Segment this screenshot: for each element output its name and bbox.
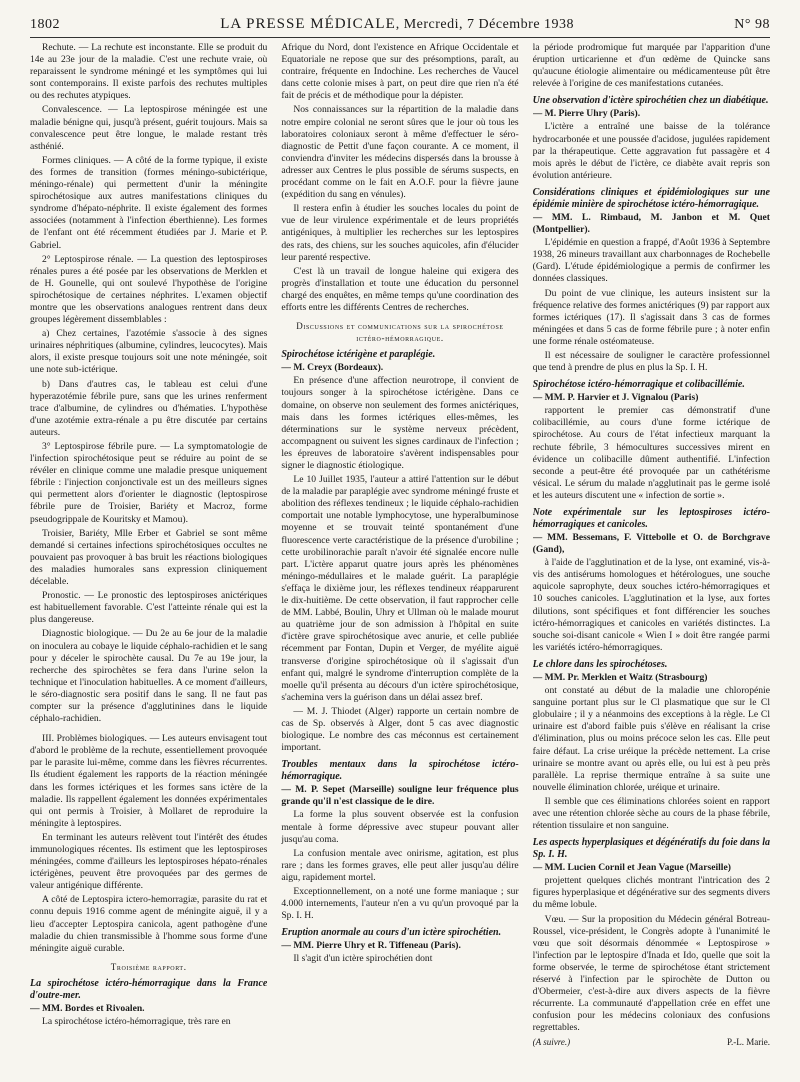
paragraph: Pronostic. — Le pronostic des leptospiroses anictériques est habituellement favorable. C'est l'atteinte rénale qui est la plus dangereuse. bbox=[30, 590, 268, 626]
article-heading: Eruption anormale au cours d'un ictère spirochétien. bbox=[281, 927, 502, 939]
article-heading: Spirochétose ictéro-hémorragique et colibacillémie. bbox=[532, 379, 745, 391]
paragraph: Il restera enfin à étudier les souches locales du point de vue de leur virulence expérimentale et de leurs propriétés antigéniques, à multiplier les recherches sur les leptospires des rats, des chiens, sur les souches aquicoles, afin d'élucider leur parenté respective. bbox=[281, 203, 519, 263]
paragraph: ont constaté au début de la maladie une chloropénie sanguine portant plus sur le Cl plasmatique que sur le Cl globulaire ; il y a néanmoins des exceptions à la règle. Le Cl urinaire est d'abord faible puis s'élève en réalisant la crise d'élimination, plus ou moins précoce selon les cas. Elle peut faire défaut. La crise uréique la précède nettement. La crise urinaire se montre avant ou après elle, ou lui est à peu près parallèle. La reprise thermique entraîne à sa suite une nouvelle élimination chlorée, uréique et urinaire. bbox=[532, 685, 770, 793]
article-authors: — M. Creyx (Bordeaux). bbox=[281, 362, 384, 374]
paragraph: L'ictère a entraîné une baisse de la tolérance hydrocarbonée et une poussée d'acidose, jugulées rapidement par la thérapeutique. Cette aggravation fut passagère et 4 mois après le début de l'ictère, ce diabète avait repris son évolution antérieure. bbox=[532, 121, 770, 181]
page-number: 1802 bbox=[30, 17, 60, 32]
page-header bbox=[30, 16, 770, 36]
paragraph: — M. J. Thiodet (Alger) rapporte un certain nombre de cas de Sp. observés à Alger, dont 5 cas avec diagnostic biologique. Le nombre des cas méconnus est certainement important. bbox=[281, 705, 519, 754]
article-heading: Les aspects hyperplasiques et dégénératifs du foie dans la Sp. I. H. bbox=[532, 837, 770, 861]
paragraph: Il est nécessaire de souligner le caractère professionnel que tend à prendre de plus en plus la Sp. I. H. bbox=[532, 349, 770, 374]
section-heading: Discussions et communications sur la spirochétose ictéro-hémorragique. bbox=[296, 321, 504, 344]
article-authors: — MM. Pierre Uhry et R. Tiffeneau (Paris). bbox=[281, 940, 461, 952]
paragraph: a) Chez certaines, l'azotémie s'associe à des signes urinaires néphritiques (albumine, cylindres, leucocytes). Mais alors, il existe presque toujours soit une note méningée, soit une note sub-ictérique. bbox=[30, 328, 268, 376]
paragraph: projettent quelques clichés montrant l'intrication des 2 figures hyperplasique et dégénérative sur des segments divers du même lobule. bbox=[532, 875, 770, 911]
column-right bbox=[533, 42, 770, 1056]
article-authors: — MM. Bordes et Rivoalen. bbox=[30, 1002, 145, 1014]
article-heading: Spirochétose ictérigène et paraplégie. bbox=[281, 349, 436, 361]
article-authors: — MM. Pr. Merklen et Waitz (Strasbourg) bbox=[532, 671, 708, 683]
publication-title: LA PRESSE MÉDICALE bbox=[220, 16, 396, 32]
article-heading: Note expérimentale sur les leptospiroses ictéro-hémorragiques et canicoles. bbox=[532, 507, 770, 530]
paragraph: Vœu. — Sur la proposition du Médecin général Botreau-Roussel, vice-président, le Congrès adopte à l'unanimité le vœu que soit désormais dénommée « Leptospirose » l'infection par le leptospire d'Inada et Ido, quelle que soit la forme observée, le terme de spirochétose étant strictement réservé à l'infection par le spirochète de Dutton ou d'Obermeier, c'est-à-dire aux divers aspects de la fièvre récurrente. La communauté d'appellation crée en effet une confusion pour les médecins coloniaux des confusions regrettables. bbox=[532, 913, 770, 1034]
paragraph: Diagnostic biologique. — Du 2e au 6e jour de la maladie on inoculera au cobaye le liquide céphalo-rachidien et le sang pour y déceler le spirochète causal. Du 7e au 19e jour, la recherche des spirochètes se fera dans l'urine selon la technique et l'inoculation habituelles. A ce moment d'ailleurs, le séro-diagnostic sera positif dans le sang. Il ne faut pas compter sur la présence d'agglutinines dans le liquide céphalo-rachidien. bbox=[30, 628, 268, 725]
paragraph: La confusion mentale avec onirisme, agitation, est plus rare ; dans les formes graves, elle peut aller jusqu'au délire aigu, rapidement mortel. bbox=[281, 847, 519, 883]
paragraph: 3° Leptospirose fébrile pure. — La symptomatologie de l'infection spirochétosique peut se réduire au point de se révéler en clinique comme une maladie presque uniquement fébrile : l'injection conjonctivale est un des meilleurs signes qui permettent alors d'orienter le diagnostic (leptospirose fébrile pure de Troisier, Bariéty et Macroz, forme pseudogrippale de Kouritsky et Mamou). bbox=[30, 441, 268, 525]
paragraph: b) Dans d'autres cas, le tableau est celui d'une hyperazotémie fébrile pure, sans que les urines renferment trace d'albumine, de cylindres ou d'hématies. L'hypothèse d'une azotémie extra-rénale a pu être discutée par certains auteurs. bbox=[30, 378, 268, 438]
author-signature: P.-L. Marie. bbox=[726, 1037, 770, 1048]
section-heading: Troisième rapport. bbox=[110, 961, 187, 972]
issue-number: N° 98 bbox=[734, 17, 770, 32]
paragraph: Il semble que ces éliminations chlorées soient en rapport avec une rétention chlorée sèche au cours de la phase fébrile, rétention tissulaire et non sanguine. bbox=[532, 795, 770, 832]
article-authors: — MM. L. Rimbaud, M. Janbon et M. Quet (Montpellier). bbox=[532, 211, 770, 236]
paragraph: Convalescence. — La leptospirose méningée est une maladie bénigne qui, jusqu'à présent, guérit toujours. Mais sa convalescence peut être longue, le malade restant très asthénié. bbox=[30, 104, 268, 152]
paragraph: La forme la plus souvent observée est la confusion mentale à forme dépressive avec stupeur pouvant aller jusqu'au coma. bbox=[281, 809, 519, 845]
article-heading: Troubles mentaux dans la spirochétose ictéro-hémorragique. bbox=[281, 759, 519, 783]
paragraph: Troisier, Bariéty, Mlle Erber et Gabriel se sont même demandé si certaines infections spirochétosiques occultes ne pouvaient pas provoquer à bas bruit les réactions biologiques des maladies humorales sans expression cliniquement décelable. bbox=[30, 527, 268, 588]
article-authors: — M. P. Sepet (Marseille) souligne leur fréquence plus grande qu'il n'est classique de le dire. bbox=[281, 784, 519, 808]
paragraph: Du point de vue clinique, les auteurs insistent sur la fréquence relative des formes anictériques (9) par rapport aux formes ictériques (17). Il s'agissait dans 3 cas de formes méningées et dans 5 cas de forme fébrile pure ; à noter enfin une forme rénale ostéomateuse. bbox=[532, 287, 770, 347]
paragraph: En présence d'une affection neurotrope, il convient de toujours songer à la spirochétose ictérigène. Dans ce domaine, on observe non seulement des formes anictériques, mais dans les formes ictériques elles-mêmes, les déterminations sur le système nerveux précèdent, accompagnent ou suivent les signes cardinaux de l'infection ; les épreuves de laboratoire s'avèrent indispensables pour signer le diagnostic étiologique. bbox=[281, 375, 519, 471]
header-rule bbox=[30, 37, 770, 38]
article-authors: — MM. Lucien Cornil et Jean Vague (Marseille) bbox=[532, 862, 731, 874]
paragraph: Il s'agit d'un ictère spirochétien dont bbox=[293, 953, 433, 965]
continued-note: (A suivre.) bbox=[532, 1037, 571, 1048]
paragraph: Rechute. — La rechute est inconstante. Elle se produit du 14e au 23e jour de la maladie. C'est une rechute vraie, où reparaissent le syndrome méningé et les symptômes qui lui sont contemporains. Il existe parfois des rechutes multiples ou des rechutes atypiques. bbox=[30, 42, 268, 102]
paragraph: la période prodromique fut marquée par l'apparition d'une éruption urticarienne et d'un œdème de Quincke sans qu'aucune étiologie alimentaire ou médicamenteuse pût être relevée à l'origine de ces manifestations cutanées. bbox=[532, 42, 770, 90]
article-authors: — MM. Bessemans, F. Vittebolle et O. de Borchgrave (Gand), bbox=[532, 532, 770, 556]
paragraph: 2° Leptospirose rénale. — La question des leptospiroses rénales pures a été posée par les observations de Merklen et de H. Gounelle, qui ont soulevé l'hypothèse de l'origine spirochétosique de certaines néphrites. L'examen objectif montre que les observations analogues rentrent dans deux groupes légèrement dissemblables : bbox=[30, 253, 268, 326]
article-authors: — MM. P. Harvier et J. Vignalou (Paris) bbox=[532, 392, 699, 404]
paragraph: Formes cliniques. — A côté de la forme typique, il existe des formes de transition (formes méningo-subictérique, méningo-rénale) qui permettent d'unir la méningite spirochétosique aux autres manifestations cliniques du syndrome d'hépato-néphrite. Il existe également des formes associées (notamment à l'infection éberthienne). Les formes de l'enfant ont été récemment étudiées par J. Marie et P. Gabriel. bbox=[30, 154, 268, 251]
article-heading: La spirochétose ictéro-hémorragique dans la France d'outre-mer. bbox=[30, 977, 268, 1001]
article-footer bbox=[533, 1036, 770, 1048]
article-heading: Considérations cliniques et épidémiologiques sur une épidémie minière de spirochétose ictéro-hémorragique. bbox=[532, 186, 770, 210]
paragraph: L'épidémie en question a frappé, d'Août 1936 à Septembre 1938, 26 mineurs travaillant aux charbonnages de Rochebelle (Gard). L'étude épidémiologique a permis de confirmer les données classiques. bbox=[532, 237, 770, 285]
issue-date: Mercredi, 7 Décembre 1938 bbox=[403, 17, 575, 32]
paragraph: Le 10 Juillet 1935, l'auteur a attiré l'attention sur le début de la maladie par paraplégie avec syndrome méningé fruste et abolition des réflexes tendineux ; le liquide céphalo-rachidien comportait une notable lymphocytose, une hyperalbuminose moyenne et se trouvait teinté spontanément d'une fluorescence verte caractéristique de la présence d'urobiline ; cette urobilinorachie paraît n'avoir été signalée encore nulle part. L'ictère apparut quatre jours après les phénomènes méningo-médullaires et le malade guérit. La paraplégie s'effaça le dixième jour, les réflexes tendineux réapparurent le dix-huitième. De cette observation, il faut rapprocher celle de MM. Labbé, Boulin, Uhry et Ullman où le malade mourut au quatrième jour de son admission à l'hôpital en suite d'ictère grave spirochétosique avec anurie, et celle publiée récemment par Fontan, Dupin et Verger, de myélite aiguë transverse d'origine spirochétosique où il s'agissait d'un enfant qui, malgré le syndrome d'interruption complète de la moelle qu'il présenta au décours d'un ictère spirochétosique, s'achemina vers la guérison dans un délai assez bref. bbox=[281, 474, 519, 703]
article-heading: Une observation d'ictère spirochétien chez un diabétique. bbox=[532, 95, 769, 107]
article-columns bbox=[30, 42, 770, 1056]
paragraph: rapportent le premier cas démonstratif d'une colibacillémie, au cours d'une forme ictérique de spirochétose. Au cours de l'état infectieux marquant la rechute fébrile, 3 hémocultures successives mirent en évidence un colibacille dûment authentifié. L'infection seconde a peut-être été provoquée par un cathétérisme vésical. Le sérum du malade n'agglutinait pas le germe isolé et les auteurs discutent une « infection de sortie ». bbox=[532, 405, 770, 501]
article-authors: — M. Pierre Uhry (Paris). bbox=[532, 108, 641, 120]
column-left bbox=[30, 42, 267, 1056]
paragraph: En terminant les auteurs relèvent tout l'intérêt des études immunologiques récentes. Ils estiment que les leptospiroses méningées, comme d'ailleurs les leptospiroses hépato-rénales ictérigènes, peuvent être provoquées par des germes de valeur antigénique différente. bbox=[30, 831, 268, 892]
paragraph: La spirochétose ictéro-hémorragique, très rare en bbox=[42, 1016, 231, 1028]
paragraph: A côté de Leptospira ictero-hemorragiæ, parasite du rat et connu depuis 1916 comme agent de méningite aiguë, il y a lieu d'accepter Leptospira canicola, agent pathogène d'une maladie du chien transmissible à l'homme sous forme d'une méningite aiguë curable. bbox=[30, 894, 268, 954]
paragraph: Nos connaissances sur la répartition de la maladie dans notre empire colonial ne seront sûres que le jour où tous les laboratoires coloniaux seront à même d'effectuer le séro-diagnostic de Pettit d'une façon courante. A ce moment, il conviendra d'inviter les médecins dispersés dans la brousse à adresser aux Centres le plus possible de sérums suspects, en procédant comme on le fait en A.O.F. pour la fièvre jaune (expédition du sang en vénules). bbox=[281, 104, 519, 201]
paragraph: Afrique du Nord, dont l'existence en Afrique Occidentale et Equatoriale ne repose que sur des présomptions, paraît, au contraire, fréquente en Indochine. Les recherches de Vaucel dans cette colonie mises à part, on peut dire que rien n'a été fait de précis et de méthodique pour la dépister. bbox=[281, 42, 519, 102]
column-middle bbox=[281, 42, 518, 1056]
article-heading: Le chlore dans les spirochétoses. bbox=[532, 658, 668, 670]
paragraph: C'est là un travail de longue haleine qui exigera des progrès d'installation et toute une éducation du personnel chargé des enquêtes, en même temps qu'une coordination des efforts entre les différents Centres de recherches. bbox=[281, 265, 519, 313]
paragraph: Exceptionnellement, on a noté une forme maniaque ; sur 4.000 internements, l'auteur n'en a vu qu'un provoqué par la Sp. I. H. bbox=[281, 886, 519, 922]
paragraph: III. Problèmes biologiques. — Les auteurs envisagent tout d'abord le problème de la rechute, essentiellement provoquée par le parasite lui-même, comme dans les fièvres récurrentes. Ils étudient également les rapports de la réaction méningée dans les formes ictériques et les formes sans ictère de la maladie. Ils rappellent également les données expérimentales qui ont permis à Troisier, à Mollaret de reproduire la méningite à leptospires. bbox=[30, 733, 268, 829]
masthead: LA PRESSE MÉDICALE, Mercredi, 7 Décembre 1938 bbox=[220, 16, 575, 32]
paragraph: à l'aide de l'agglutination et de la lyse, ont examiné, vis-à-vis des antisérums homologues et hétérologues, une souche aquicole saprophyte, deux souches ictéro-hémorragiques et 10 souches canicoles. L'agglutination et la lyse, aux fortes dilutions, sont spécifiques et font différencier les souches ictéro-hémorragiques et canicoles en variétés distinctes. La souche soi-disant canicole « Wien I » doit être rangée parmi les variétés ictéro-hémorragiques. bbox=[532, 557, 770, 653]
